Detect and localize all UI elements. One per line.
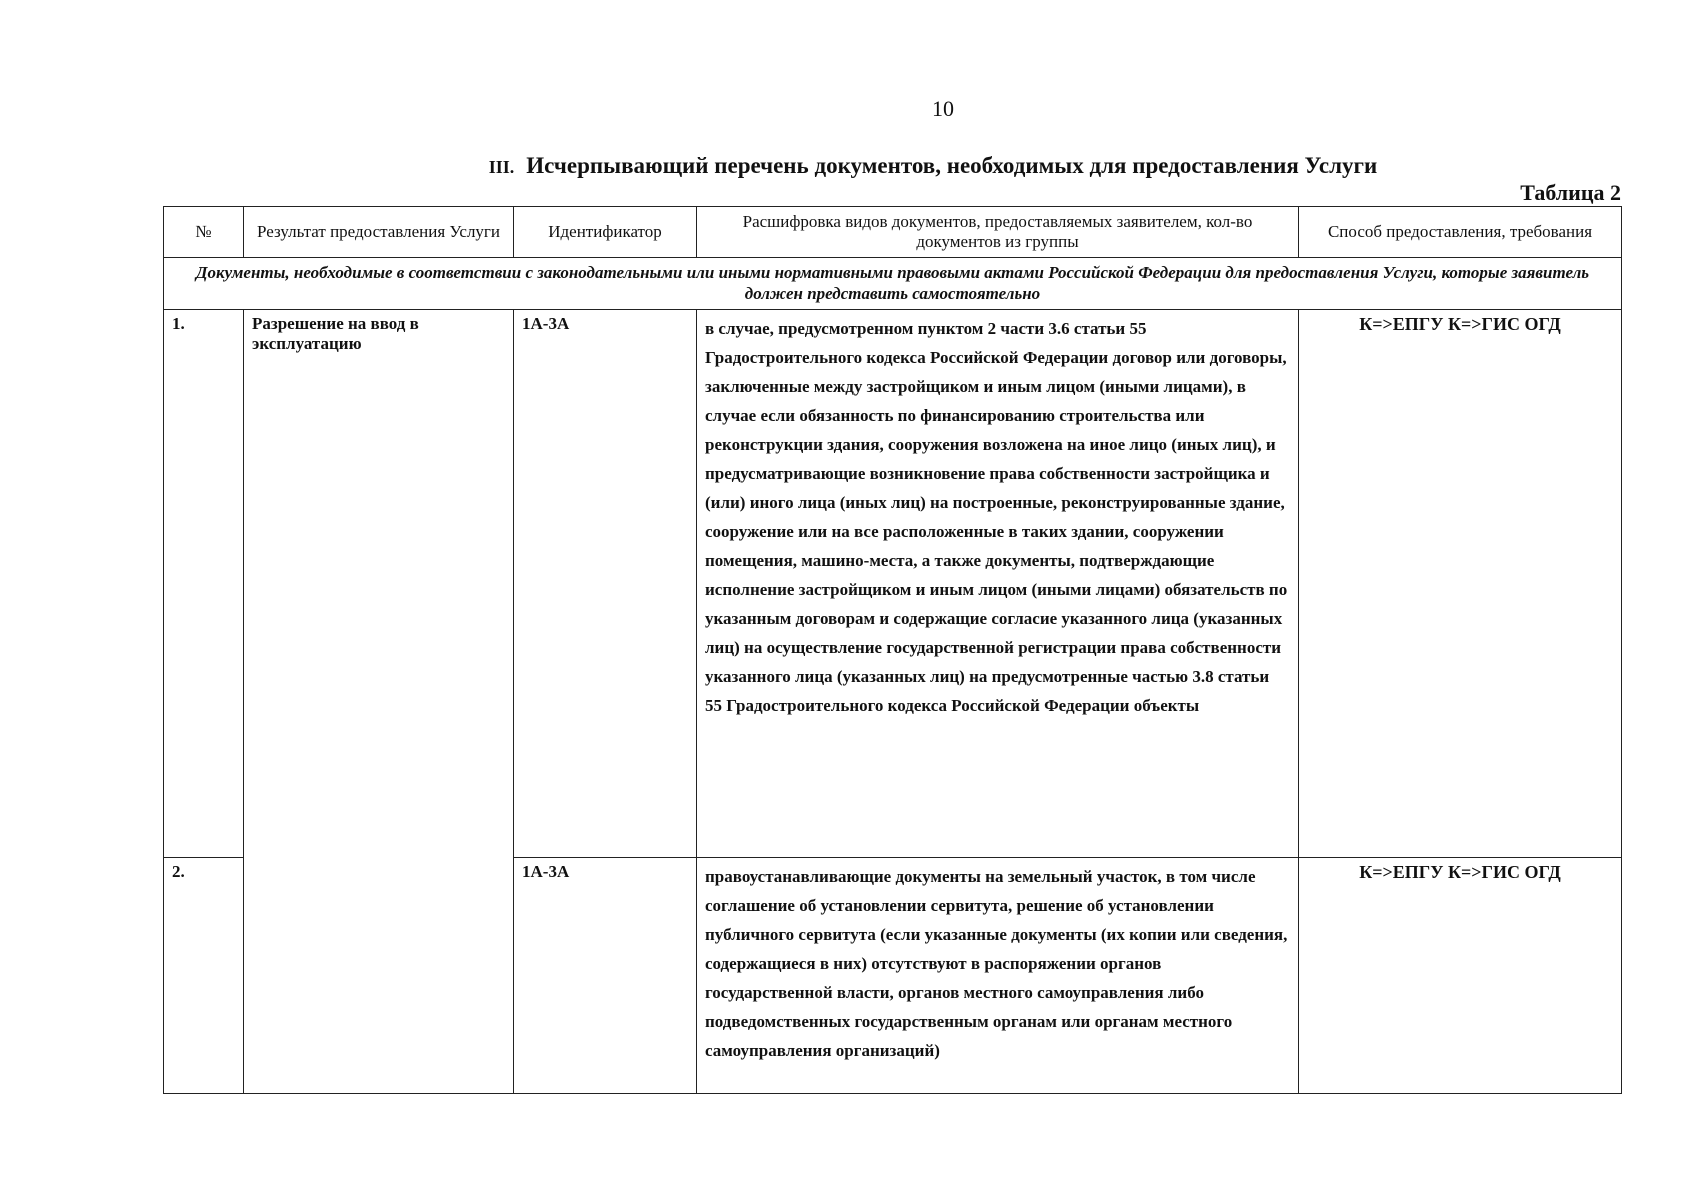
header-result: Результат предоставления Услуги — [244, 207, 514, 258]
header-identifier: Идентификатор — [514, 207, 697, 258]
method-cell: К=>ЕПГУ К=>ГИС ОГД — [1299, 857, 1622, 1093]
description-cell: в случае, предусмотренном пунктом 2 части 3.6 статьи 55 Градостроительного кодекса Российской Федерации договор или договоры, заключенные между застройщиком и иным лицом (иными лицами), в случае если обязанность по финансированию строительства или реконструкции здания, сооружения возложена на иное лицо (иных лиц), и предусматривающие возникновение права собственности застройщика и (или) иного лица (иных лиц) на построенные, реконструированные здание, сооружение или на все расположенные в таких здании, сооружении помещения, машино-места, а также документы, подтверждающие исполнение застройщиком и иным лицом (иными лицами) обязательств по указанным договорам и содержащие согласие указанного лица (указанных лиц) на осуществление государственной регистрации права собственности указанного лица (указанных лиц) на предусмотренные частью 3.8 статьи 55 Градостроительного кодекса Российской Федерации объекты — [697, 309, 1299, 857]
group-heading: Документы, необходимые в соответствии с законодательными или иными нормативными правовыми актами Российской Федерации для предоставления Услуги, которые заявитель должен представить самостоятельно — [164, 258, 1622, 310]
result-cell: Разрешение на ввод в эксплуатацию — [244, 309, 514, 1093]
row-number: 1. — [164, 309, 244, 857]
section-roman-numeral: III. — [488, 157, 515, 177]
header-method: Способ предоставления, требования — [1299, 207, 1622, 258]
identifier-cell: 1А-3А — [514, 857, 697, 1093]
documents-table — [163, 206, 1622, 1094]
row-number: 2. — [164, 857, 244, 1093]
table-header-row — [164, 207, 1622, 258]
table-caption: Таблица 2 — [1520, 180, 1621, 205]
identifier-cell: 1А-3А — [514, 309, 697, 857]
description-cell: правоустанавливающие документы на земельный участок, в том числе соглашение об установлении сервитута, решение об установлении публичного сервитута (если указанные документы (их копии или сведения, содержащиеся в них) отсутствуют в распоряжении органов государственной власти, органов местного самоуправления либо подведомственных государственным органам или органам местного самоуправления организаций) — [697, 857, 1299, 1093]
method-cell: К=>ЕПГУ К=>ГИС ОГД — [1299, 309, 1622, 857]
header-description: Расшифровка видов документов, предоставляемых заявителем, кол-во документов из группы — [697, 207, 1299, 258]
page-number: 10 — [932, 96, 954, 121]
section-title — [0, 153, 1686, 179]
table-row — [164, 309, 1622, 857]
group-heading-row — [164, 258, 1622, 310]
section-title-text: Исчерпывающий перечень документов, необходимых для предоставления Услуги — [526, 153, 1378, 178]
header-number: № — [164, 207, 244, 258]
